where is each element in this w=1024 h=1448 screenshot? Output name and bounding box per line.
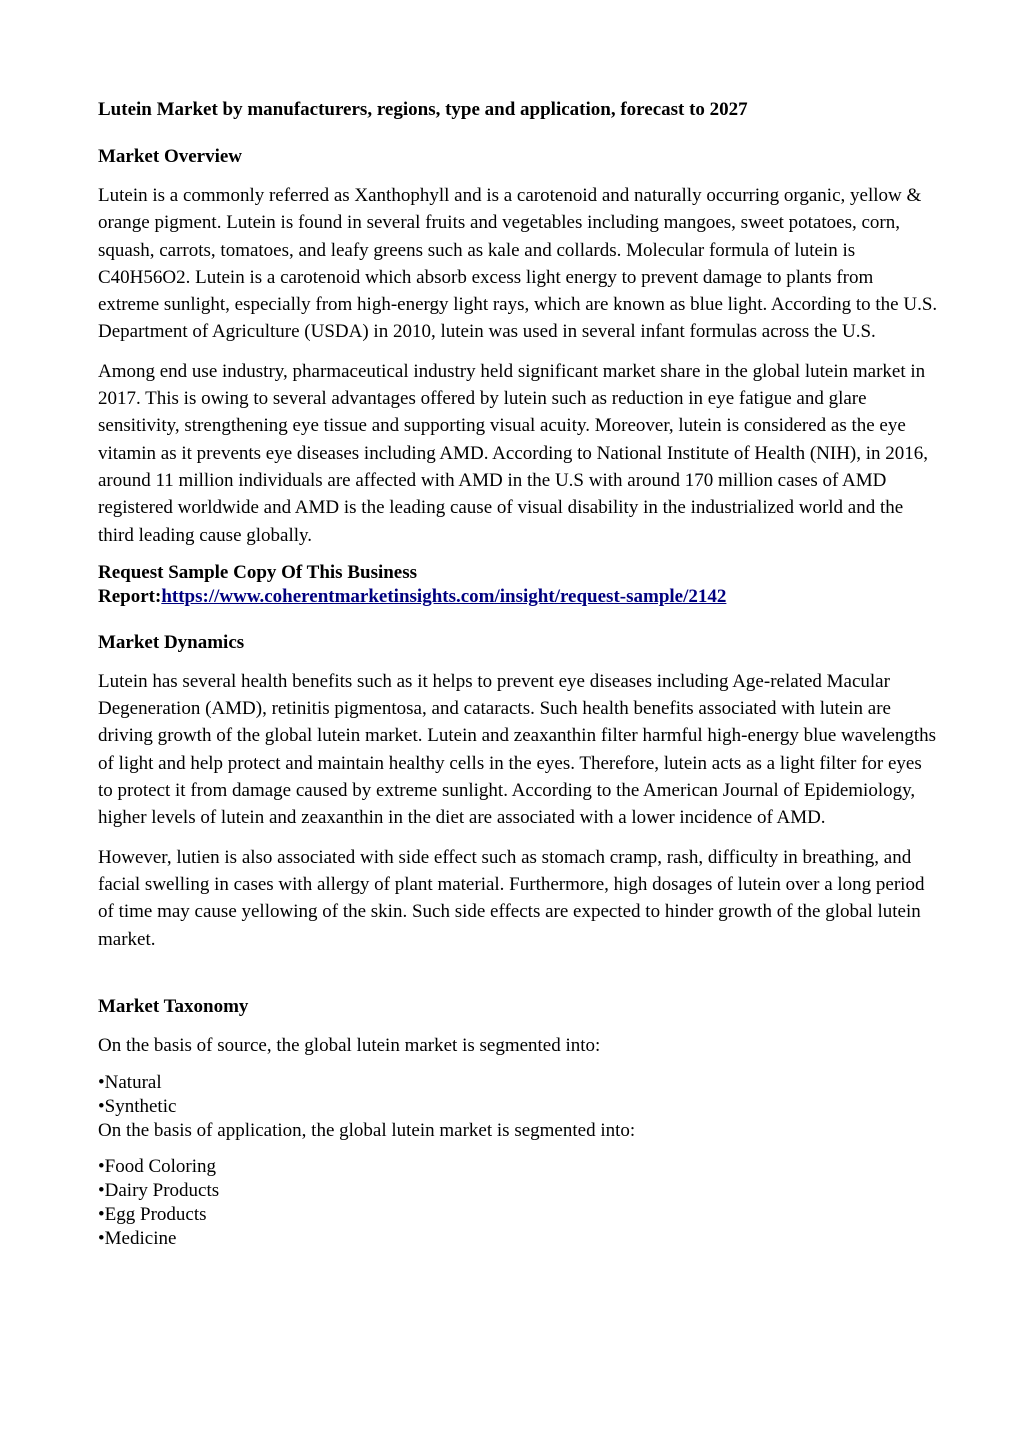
overview-paragraph-1: Lutein is a commonly referred as Xanthophyll and is a carotenoid and naturally occurring organic, yellow & orange pigment. Lutein is found in several fruits and vegetables including mangoes, sweet potatoes, corn, squash, carrots, tomatoes, and leafy greens such as kale and collards. Molecular formula of lutein is C40H56O2. Lutein is a carotenoid which absorb excess light energy to prevent damage to plants from extreme sunlight, especially from high-energy light rays, which are known as blue light. According to the U.S. Department of Agriculture (USDA) in 2010, lutein was used in several infant formulas across the U.S. (98, 185, 938, 343)
overview-paragraph-2: Among end use industry, pharmaceutical industry held significant market share in the global lutein market in 2017. This is owing to several advantages offered by lutein such as reduction in eye fatigue and glare sensitivity, strengthening eye tissue and supporting visual acuity. Moreover, lutein is considered as the eye vitamin as it prevents eye diseases including AMD. According to National Institute of Health (NIH), in 2016, around 11 million individuals are affected with AMD in the U.S with around 170 million cases of AMD registered worldwide and AMD is the leading cause of visual disability in the industrialized world and the third leading cause globally. (98, 360, 929, 546)
request-sample-report-label: Report: (98, 585, 162, 607)
list-item: • Food Coloring (98, 1155, 938, 1179)
list-item: • Dairy Products (98, 1179, 938, 1203)
request-sample-link[interactable]: https://www.coherentmarketinsights.com/insight/request-sample/2142 (161, 585, 727, 607)
dynamics-paragraph-1: Lutein has several health benefits such as it helps to prevent eye diseases including Age-related Macular Degeneration (AMD), retinitis pigmentosa, and cataracts. Such health benefits associated with lutein are driving growth of the global lutein market. Lutein and zeaxanthin filter harmful high-energy blue wavelengths of light and help protect and maintain healthy cells in the eyes. Therefore, lutein acts as a light filter for eyes to protect it from damage caused by extreme sunlight. According to the American Journal of Epidemiology, higher levels of lutein and zeaxanthin in the diet are associated with a lower incidence of AMD. (98, 670, 937, 829)
list-item: • Synthetic (98, 1095, 938, 1119)
list-item: • Medicine (98, 1227, 938, 1251)
request-sample-label: Request Sample Copy Of This Business (98, 561, 418, 583)
taxonomy-heading: Market Taxonomy (98, 995, 249, 1017)
request-sample-block (98, 561, 938, 609)
taxonomy-application-intro: On the basis of application, the global lutein market is segmented into: (98, 1120, 636, 1142)
application-list (98, 1155, 938, 1251)
dynamics-paragraph-2: However, lutien is also associated with side effect such as stomach cramp, rash, difficulty in breathing, and facial swelling in cases with allergy of plant material. Furthermore, high dosages of lutein over a long period of time may cause yellowing of the skin. Such side effects are expected to hinder growth of the global lutein market. (98, 846, 925, 950)
list-item: • Natural (98, 1071, 938, 1095)
source-list (98, 1071, 938, 1119)
taxonomy-source-intro: On the basis of source, the global lutein market is segmented into: (98, 1034, 601, 1056)
section-spacer (98, 965, 938, 993)
request-sample-link-line (98, 585, 938, 609)
document-title: Lutein Market by manufacturers, regions, type and application, forecast to 2027 (98, 99, 748, 120)
document-page (98, 96, 938, 1251)
overview-heading: Market Overview (98, 146, 243, 167)
list-item: • Egg Products (98, 1203, 938, 1227)
dynamics-heading: Market Dynamics (98, 631, 245, 653)
